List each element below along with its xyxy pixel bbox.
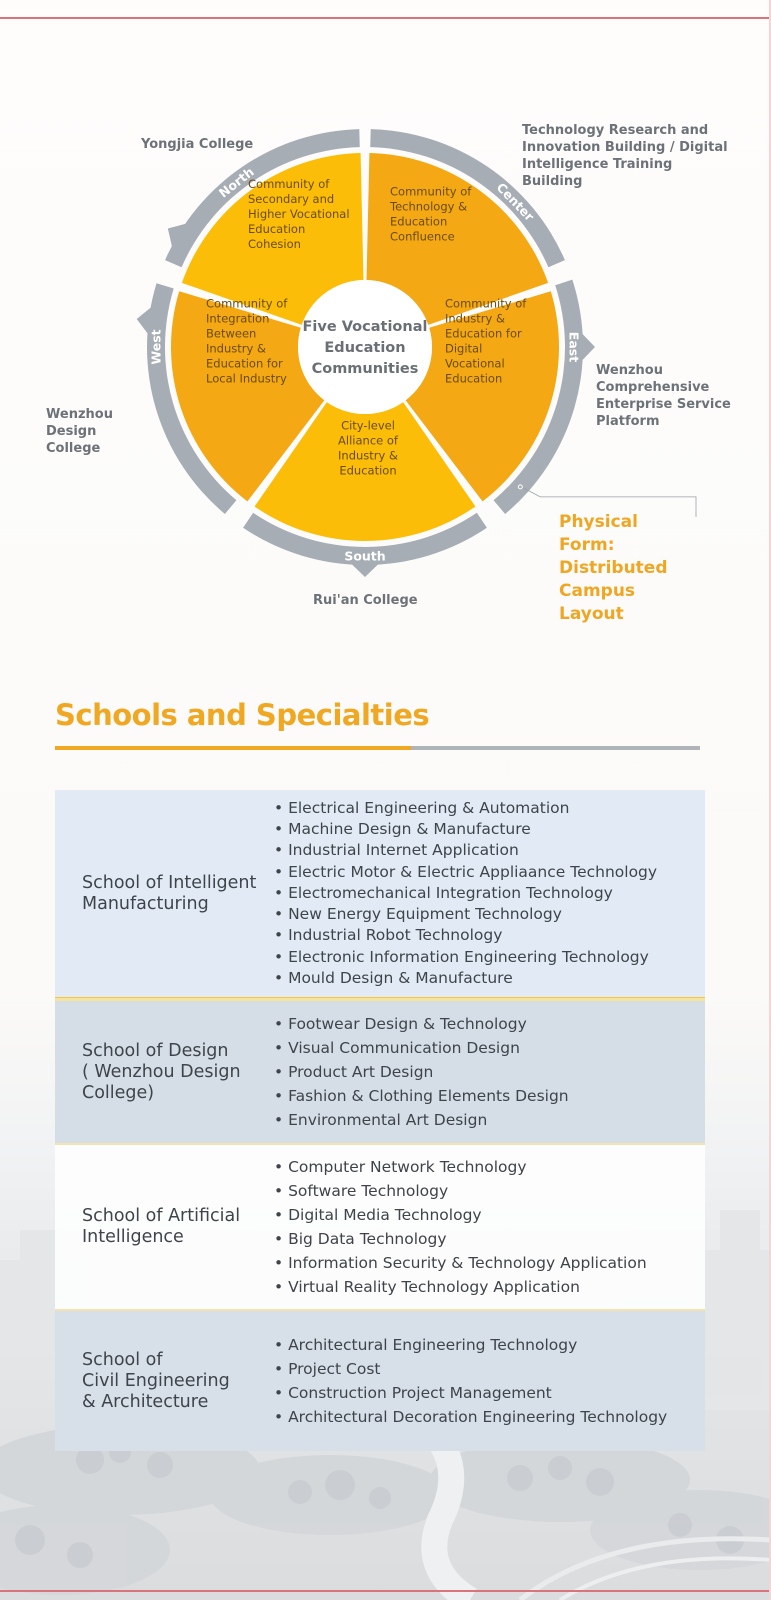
direction-label-north: North [215, 164, 257, 201]
specialty-item: • Industrial Internet Application [274, 840, 705, 861]
specialty-item: • Construction Project Management [274, 1381, 705, 1405]
school-name: School of Design ( Wenzhou Design College) [82, 1040, 241, 1103]
community-label-north: Community of Secondary and Higher Vocational Education Cohesion [248, 177, 350, 251]
specialty-list [272, 1001, 705, 1143]
specialty-item: • Big Data Technology [274, 1227, 705, 1251]
direction-label-east: East [566, 331, 582, 363]
specialty-item: • Machine Design & Manufacture [274, 819, 705, 840]
school-row [55, 790, 705, 997]
specialty-item: • Environmental Art Design [274, 1108, 705, 1132]
direction-label-west: West [148, 329, 164, 365]
specialty-item: • Software Technology [274, 1179, 705, 1203]
physical-form-label: Physical Form: Distributed Campus Layout [559, 512, 668, 624]
direction-arrow [350, 562, 380, 577]
campus-label-center: Technology Research and Innovation Building / Digital Intelligence Training Building [522, 123, 728, 189]
campus-label-west: Wenzhou Design College [46, 407, 113, 456]
school-name: School of Intelligent Manufacturing [82, 872, 257, 914]
school-name: School of Civil Engineering & Architecture [82, 1349, 230, 1412]
title-rule-accent [55, 746, 411, 750]
schools-table [55, 790, 705, 1451]
direction-label-center: Center [493, 179, 538, 224]
specialty-item: • Digital Media Technology [274, 1203, 705, 1227]
school-row [55, 1001, 705, 1143]
specialty-item: • New Energy Equipment Technology [274, 904, 705, 925]
direction-label-south: South [344, 548, 386, 564]
school-name: School of Artificial Intelligence [82, 1206, 241, 1247]
specialty-item: • Project Cost [274, 1357, 705, 1381]
hub-title: Five Vocational Education Communities [302, 319, 428, 377]
specialty-item: • Visual Communication Design [274, 1036, 705, 1060]
specialty-item: • Fashion & Clothing Elements Design [274, 1084, 705, 1108]
campus-label-north: Yongjia College [141, 137, 254, 152]
direction-arrow [580, 332, 595, 362]
school-row [55, 1311, 705, 1451]
specialty-item: • Virtual Reality Technology Application [274, 1275, 705, 1299]
specialty-item: • Product Art Design [274, 1060, 705, 1084]
specialty-item: • Electric Motor & Electric Appliaance Technology [274, 862, 705, 883]
specialty-item: • Electrical Engineering & Automation [274, 798, 705, 819]
community-label-east: Community of Industry & Education for Digital Vocational Education [445, 296, 527, 386]
specialty-item: • Electronic Information Engineering Technology [274, 947, 705, 968]
community-label-south: City-level Alliance of Industry & Education [338, 418, 398, 478]
specialty-item: • Electromechanical Integration Technology [274, 883, 705, 904]
specialty-item: • Architectural Engineering Technology [274, 1333, 705, 1357]
community-label-west: Community of Integration Between Industry & Education for Local Industry [206, 296, 288, 386]
school-row [55, 1145, 705, 1309]
community-label-center: Community of Technology & Education Confluence [390, 184, 472, 244]
specialty-list [272, 1145, 705, 1309]
campus-label-south: Rui'an College [313, 593, 418, 608]
specialty-item: • Industrial Robot Technology [274, 925, 705, 946]
bottom-border-line [0, 1590, 771, 1592]
specialty-item: • Mould Design & Manufacture [274, 968, 705, 989]
specialty-item: • Information Security & Technology Application [274, 1251, 705, 1275]
specialty-item: • Footwear Design & Technology [274, 1012, 705, 1036]
specialty-list [272, 790, 705, 997]
section-title: Schools and Specialties [55, 698, 430, 732]
specialty-list [272, 1311, 705, 1451]
campus-label-east: Wenzhou Comprehensive Enterprise Service Platform [596, 363, 731, 429]
specialty-item: • Architectural Decoration Engineering Technology [274, 1405, 705, 1429]
specialty-item: • Computer Network Technology [274, 1155, 705, 1179]
